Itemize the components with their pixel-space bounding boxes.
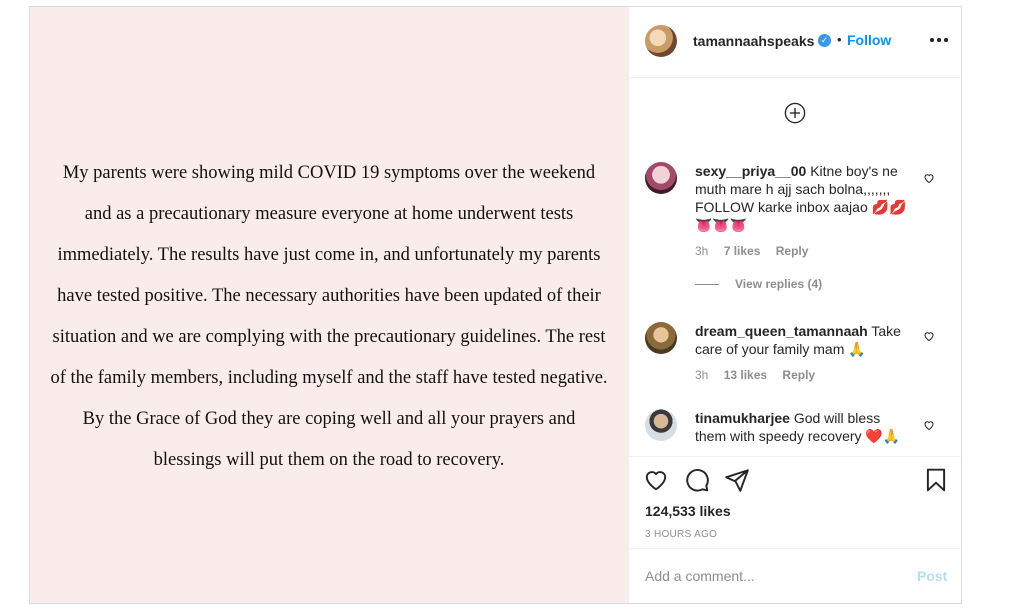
verified-badge-icon: ✓	[818, 34, 831, 47]
comment-likes[interactable]: 13 likes	[723, 368, 768, 382]
view-replies-button[interactable]: View replies (4)	[695, 277, 822, 291]
share-paper-plane-icon[interactable]	[724, 467, 750, 493]
load-more-comments-icon[interactable]	[784, 102, 806, 124]
comment-username[interactable]: sexy__priya__00	[695, 163, 807, 179]
commenter-avatar[interactable]	[645, 162, 677, 194]
comment-username[interactable]: tinamukharjee	[695, 410, 790, 426]
save-bookmark-icon[interactable]	[923, 467, 949, 493]
author-avatar[interactable]	[645, 25, 677, 57]
commenter-avatar[interactable]	[645, 322, 677, 354]
instagram-post	[29, 6, 962, 604]
post-timestamp: 3 HOURS AGO	[645, 529, 718, 540]
likes-count[interactable]: 124,533 likes	[645, 503, 731, 519]
follow-button[interactable]: Follow	[847, 32, 892, 48]
comment-username[interactable]: dream_queen_tamannaah	[695, 323, 868, 339]
reply-button[interactable]: Reply	[775, 244, 809, 258]
commenter-avatar[interactable]	[645, 409, 677, 441]
comment-like-heart-icon[interactable]	[923, 419, 935, 431]
comment-text: Take care of your family mam 🙏	[695, 323, 901, 357]
comment-text: God will bless them with speedy recovery ❤️🙏	[695, 410, 901, 444]
post-header	[629, 7, 962, 78]
add-comment-bar	[629, 548, 962, 603]
comment-like-heart-icon[interactable]	[923, 330, 935, 342]
post-actions	[629, 456, 962, 548]
comment-bubble-icon[interactable]	[684, 467, 710, 493]
comment-like-heart-icon[interactable]	[923, 172, 935, 184]
comment-text: Kitne boy's ne muth mare h ajj sach bolna,,,,,,, FOLLOW karke inbox aajao 💋💋👅👅👅	[695, 163, 907, 233]
comment-likes[interactable]: 7 likes	[723, 244, 761, 258]
reply-button[interactable]: Reply	[782, 368, 816, 382]
comment-time: 3h	[695, 368, 709, 382]
more-options-icon[interactable]	[929, 29, 949, 49]
author-username[interactable]: tamannaahspeaks	[693, 33, 815, 49]
comment-input[interactable]	[645, 568, 895, 584]
like-heart-icon[interactable]	[643, 467, 669, 493]
post-comment-button[interactable]: Post	[917, 568, 948, 584]
post-sidebar	[628, 7, 961, 603]
header-separator: •	[837, 32, 842, 47]
post-image[interactable]	[30, 7, 628, 603]
comments-list	[629, 78, 962, 456]
post-image-text: My parents were showing mild COVID 19 symptoms over the weekend and as a precautionary measure everyone at home underwent tests immediately. The results have just come in, and unfortunately my parents have tested positive. The necessary authorities have been updated of their situation and we are complying with the precautionary guidelines. The rest of the family members, including myself and the staff have tested negative. By the Grace of God they are coping well and all your prayers and blessings will put them on the road to recovery.	[50, 163, 608, 470]
comment-time: 3h	[695, 244, 709, 258]
